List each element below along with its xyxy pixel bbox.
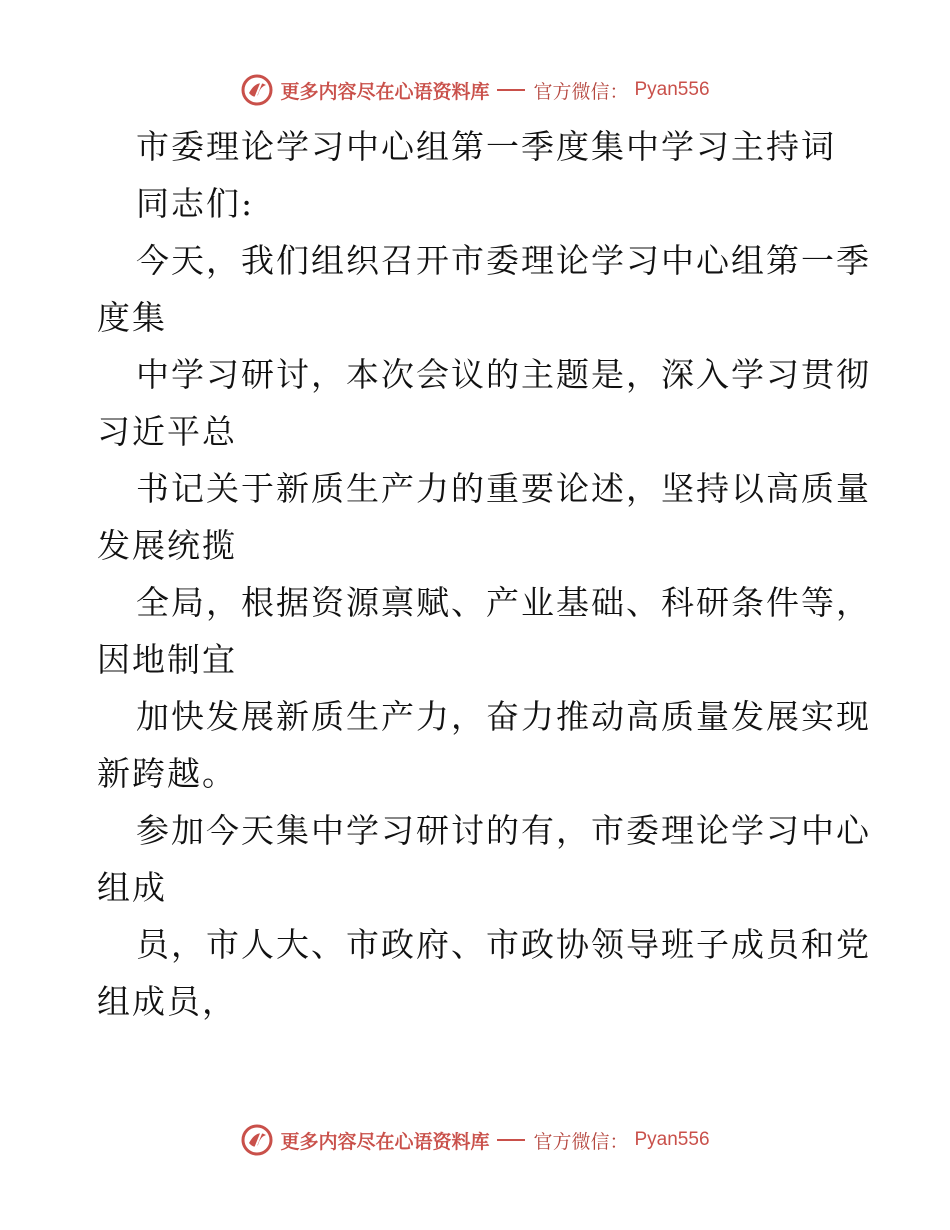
paragraph-line: 组成: [97, 868, 167, 907]
document-title: 市委理论学习中心组第一季度集中学习主持词: [136, 127, 836, 166]
paragraph-line: 书记关于新质生产力的重要论述，坚持以高质量: [136, 469, 871, 508]
paragraph-line: 度集: [97, 298, 167, 337]
swirl-logo-icon: [240, 73, 274, 107]
paragraph-line: 新跨越。: [97, 754, 237, 793]
banner-dash: [497, 1139, 525, 1141]
paragraph-line: 今天，我们组织召开市委理论学习中心组第一季: [136, 241, 871, 280]
banner-dash: [497, 89, 525, 91]
paragraph-line: 中学习研讨，本次会议的主题是，深入学习贯彻: [136, 355, 871, 394]
banner-site-text: 更多内容尽在心语资料库: [280, 80, 490, 103]
paragraph-line: 参加今天集中学习研讨的有，市委理论学习中心: [136, 811, 871, 850]
salutation: 同志们:: [136, 184, 255, 223]
banner-official-label: 官方微信：: [533, 80, 629, 103]
banner-wechat-id: Pyan556: [634, 79, 710, 100]
banner-site-text: 更多内容尽在心语资料库: [280, 1130, 490, 1153]
swirl-logo-icon: [240, 1123, 274, 1157]
paragraph-line: 组成员，: [97, 982, 237, 1021]
header-banner: [0, 70, 950, 110]
document-body: [97, 118, 871, 1030]
paragraph-line: 习近平总: [97, 412, 237, 451]
footer-banner: [0, 1120, 950, 1160]
paragraph-line: 因地制宜: [97, 640, 237, 679]
paragraph-line: 加快发展新质生产力，奋力推动高质量发展实现: [136, 697, 871, 736]
banner-wechat-id: Pyan556: [634, 1129, 710, 1150]
banner-official-label: 官方微信：: [533, 1130, 629, 1153]
paragraph-line: 全局，根据资源禀赋、产业基础、科研条件等，: [136, 583, 871, 622]
paragraph-line: 员，市人大、市政府、市政协领导班子成员和党: [136, 925, 871, 964]
paragraph-line: 发展统揽: [97, 526, 237, 565]
